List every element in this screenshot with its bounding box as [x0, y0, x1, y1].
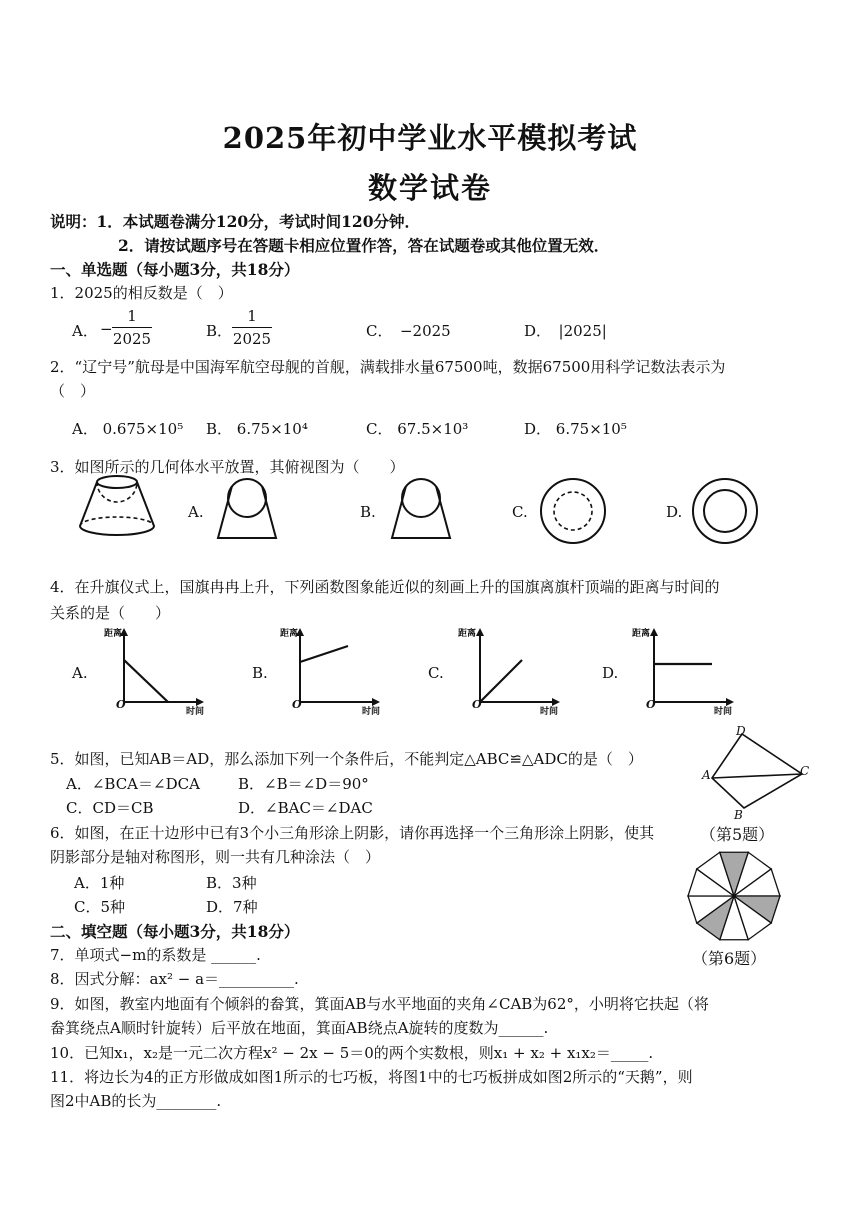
q5-point-d: D: [736, 724, 746, 738]
q10-stem: 10．已知x₁，x₂是一元二次方程x² − 2x − 5＝0的两个实数根，则x₁ + x₂ + x₁x₂＝_____.: [50, 1044, 654, 1062]
q1-b-denominator: 2025: [232, 330, 272, 348]
q4-option-a-label: A.: [72, 664, 88, 682]
q3-stem: 3．如图所示的几何体水平放置，其俯视图为（ ）: [50, 458, 405, 476]
q4-b-ylabel: 距离: [280, 629, 299, 639]
q3-option-b-figure: [386, 476, 456, 546]
q3-option-d-figure: [690, 476, 760, 546]
q4-graph-d: [644, 624, 744, 714]
q2-stem: 2．“辽宁号”航母是中国海军航空母舰的首舰，满载排水量67500吨，数据67500用科学记数法表示为: [50, 358, 726, 376]
q5-stem: 5．如图，已知AB＝AD，那么添加下列一个条件后，不能判定△ABC≌△ADC的是（ ）: [50, 750, 643, 768]
page-title: 2025年初中学业水平模拟考试: [222, 121, 638, 155]
q4-graph-a: [114, 624, 214, 714]
q4-a-xlabel: 时间: [186, 707, 205, 717]
q5-point-a: A: [702, 768, 711, 782]
q5-point-b: B: [734, 808, 743, 822]
q3-option-c-label: C.: [512, 503, 528, 521]
q5-option-b: B．∠B＝∠D＝90°: [238, 775, 369, 793]
q2-option-c: C． 67.5×10³: [366, 420, 469, 438]
q9-stem: 9．如图，教室内地面有个倾斜的畚箕，箕面AB与水平地面的夹角∠CAB为62°，小明将它扶起（将: [50, 995, 709, 1013]
q4-option-b-label: B.: [252, 664, 268, 682]
instruction-line-2: 2．请按试题序号在答题卡相应位置作答，答在试题卷或其他位置无效．: [118, 236, 610, 255]
q4-c-xlabel: 时间: [540, 707, 559, 717]
q3-frustum-figure: [72, 472, 162, 542]
q1-option-d: D． |2025|: [524, 322, 607, 340]
q4-stem-cont: 关系的是（ ）: [50, 604, 171, 622]
q4-a-origin: O: [116, 698, 126, 711]
q6-figure-caption: （第6题）: [692, 949, 767, 968]
q2-option-b: B． 6.75×10⁴: [206, 420, 308, 438]
q1-stem: 1．2025的相反数是（ ）: [50, 284, 233, 302]
q4-stem: 4．在升旗仪式上，国旗冉冉上升，下列函数图象能近似的刻画上升的国旗离旗杆顶端的距离与时间的: [50, 578, 720, 596]
q6-decagon-figure: [684, 846, 784, 946]
q1-option-a-fraction: [112, 307, 152, 348]
q1-a-fraction-bar: [112, 327, 152, 328]
section-2-heading: 二、填空题（每小题3分，共18分）: [50, 922, 300, 941]
q6-option-b: B．3种: [206, 874, 257, 892]
instruction-line-1: 说明：1．本试题卷满分120分，考试时间120分钟．: [50, 212, 420, 231]
q4-c-origin: O: [472, 698, 482, 711]
q4-b-xlabel: 时间: [362, 707, 381, 717]
q4-graph-c: [470, 624, 570, 714]
q3-option-a-label: A.: [188, 503, 204, 521]
q4-c-ylabel: 距离: [458, 629, 477, 639]
q6-option-d: D．7种: [206, 898, 258, 916]
q7-stem: 7．单项式−m的系数是 ______.: [50, 946, 261, 964]
q1-a-numerator: 1: [127, 307, 137, 325]
q1-option-a-sign: −: [100, 320, 113, 338]
q8-stem: 8．因式分解：ax² − a＝__________.: [50, 970, 299, 988]
section-1-heading: 一、单选题（每小题3分，共18分）: [50, 260, 300, 279]
q6-stem: 6．如图，在正十边形中已有3个小三角形涂上阴影，请你再选择一个三角形涂上阴影，使其: [50, 824, 655, 842]
q1-option-b-fraction: [232, 307, 272, 348]
q1-b-numerator: 1: [247, 307, 257, 325]
q4-option-d-label: D.: [602, 664, 619, 682]
q6-option-a: A．1种: [74, 874, 125, 892]
q3-option-d-label: D.: [666, 503, 683, 521]
q2-stem-cont: （ ）: [50, 382, 96, 400]
q2-option-a: A． 0.675×10⁵: [72, 420, 184, 438]
q6-stem-cont: 阴影部分是轴对称图形，则一共有几种涂法（ ）: [50, 848, 381, 866]
q1-option-b-label: B．: [206, 322, 233, 340]
q5-option-d: D．∠BAC＝∠DAC: [238, 799, 373, 817]
q4-d-ylabel: 距离: [632, 629, 651, 639]
q5-figure-caption: （第5题）: [700, 825, 775, 844]
q4-b-origin: O: [292, 698, 302, 711]
q11-stem: 11．将边长为4的正方形做成如图1所示的七巧板，将图1中的七巧板拼成如图2所示的“天鹅”，则: [50, 1068, 693, 1086]
q2-option-d: D． 6.75×10⁵: [524, 420, 627, 438]
q4-graph-b: [290, 624, 390, 714]
q3-option-b-label: B.: [360, 503, 376, 521]
q11-stem-cont: 图2中AB的长为________.: [50, 1092, 222, 1110]
q4-option-c-label: C.: [428, 664, 444, 682]
q5-option-a: A．∠BCA＝∠DCA: [66, 775, 200, 793]
q1-option-a-label: A．: [72, 322, 98, 340]
q1-a-denominator: 2025: [112, 330, 152, 348]
q3-option-c-figure: [538, 476, 608, 546]
q4-a-ylabel: 距离: [104, 629, 123, 639]
q5-option-c: C．CD＝CB: [66, 799, 154, 817]
q6-option-c: C．5种: [74, 898, 126, 916]
q1-b-fraction-bar: [232, 327, 272, 328]
q3-option-a-figure: [212, 476, 282, 546]
q4-d-origin: O: [646, 698, 656, 711]
q5-point-c: C: [800, 764, 810, 778]
q4-d-xlabel: 时间: [714, 707, 733, 717]
q1-option-c: C． −2025: [366, 322, 451, 340]
page-subtitle: 数学试卷: [367, 171, 492, 205]
q9-stem-cont: 畚箕绕点A顺时针旋转）后平放在地面，箕面AB绕点A旋转的度数为______.: [50, 1019, 549, 1037]
